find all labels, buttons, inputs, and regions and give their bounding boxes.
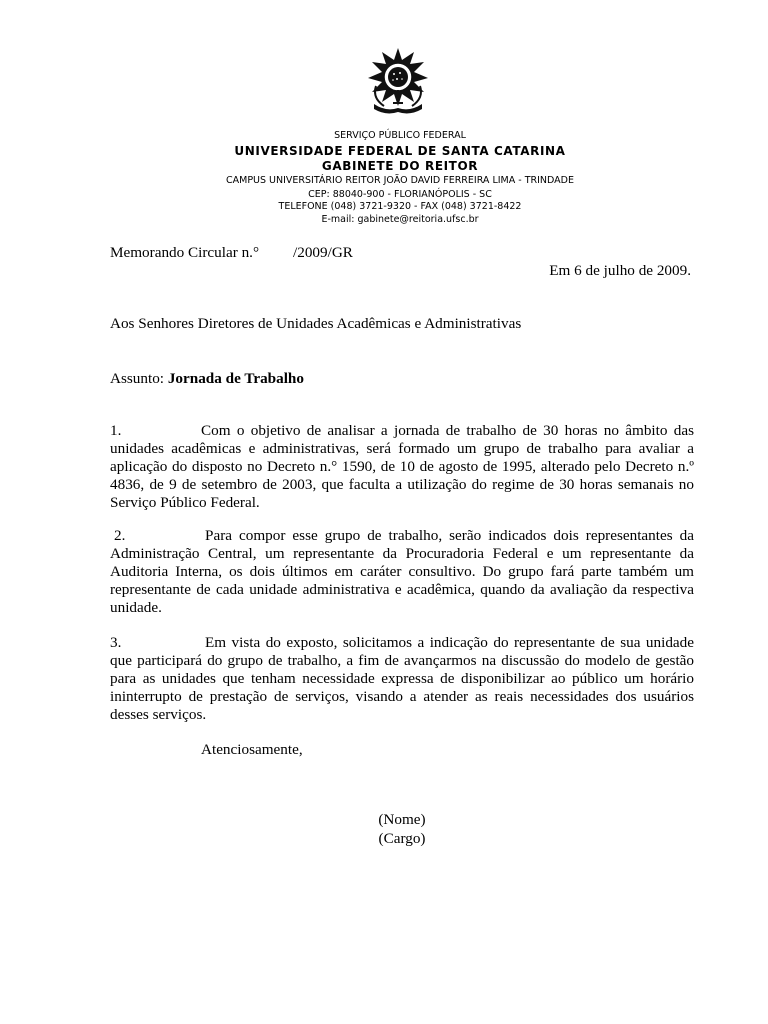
memo-label: Memorando Circular n.°: [110, 244, 260, 261]
header-campus: CAMPUS UNIVERSITÁRIO REITOR JOÃO DAVID FERREIRA LIMA - TRINDADE: [226, 175, 574, 186]
paragraph-1-text: Com o objetivo de analisar a jornada de trabalho de 30 horas no âmbito das unidades acadêmicas e administrativas, será formado um grupo de trabalho para avaliar a aplicação do disposto no Decreto n.° 1590, de 10 de agosto de 1995, alterado pelo Decreto n.º 4836, de 9 de setembro de 2003, que faculta a utilização do regime de 30 horas semanais no Serviço Público Federal.: [110, 422, 694, 512]
signature-name: (Nome): [378, 811, 426, 828]
memo-number: /2009/GR: [293, 244, 353, 261]
recipients: Aos Senhores Diretores de Unidades Acadêmicas e Administrativas: [110, 315, 522, 332]
paragraph-2: [110, 527, 694, 617]
coat-of-arms-emblem: [366, 46, 430, 116]
header-phone: TELEFONE (048) 3721-9320 - FAX (048) 3721-8422: [278, 201, 522, 212]
subject-line: [110, 370, 304, 388]
subject-title: Jornada de Trabalho: [167, 370, 304, 387]
header-service: SERVIÇO PÚBLICO FEDERAL: [334, 130, 466, 141]
paragraph-2-text: Para compor esse grupo de trabalho, serão indicados dois representantes da Administração Central, um representante da Procuradoria Federal e um representante da Auditoria Interna, os dois últimos em caráter consultivo. Do grupo fará parte também um representante de cada unidade administrativa e acadêmica, quando da avaliação da respectiva unidade.: [110, 527, 694, 617]
memo-date: Em 6 de julho de 2009.: [549, 262, 691, 279]
header-email: E-mail: gabinete@reitoria.ufsc.br: [321, 214, 479, 225]
subject-label: Assunto:: [110, 370, 165, 387]
paragraph-2-number: 2.: [114, 527, 126, 544]
signature-title: (Cargo): [378, 830, 426, 847]
paragraph-3-text: Em vista do exposto, solicitamos a indicação do representante de sua unidade que participará do grupo de trabalho, a fim de avançarmos na discussão do modelo de gestão para as unidades que tenham necessidade expressa de disponibilizar ao público um horário ininterrupto de prestação de serviços, visando a atender as reais necessidades dos usuários desses serviços.: [110, 634, 694, 724]
header-office: GABINETE DO REITOR: [321, 159, 479, 173]
header-cep: CEP: 88040-900 - FLORIANÓPOLIS - SC: [308, 189, 492, 200]
paragraph-3: [110, 634, 694, 724]
paragraph-3-number: 3.: [110, 634, 122, 651]
header-university: UNIVERSIDADE FEDERAL DE SANTA CATARINA: [234, 144, 566, 158]
paragraph-1: [110, 422, 694, 512]
closing: Atenciosamente,: [201, 741, 303, 758]
paragraph-1-number: 1.: [110, 422, 122, 439]
